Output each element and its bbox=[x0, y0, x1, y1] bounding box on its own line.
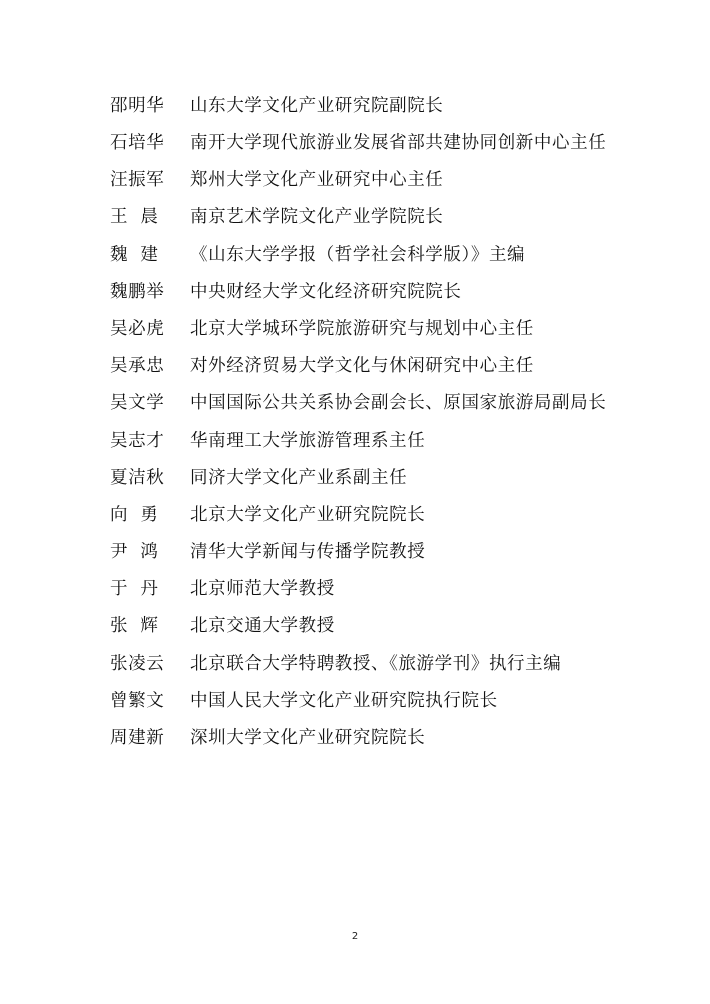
member-title: 华南理工大学旅游管理系主任 bbox=[190, 430, 426, 451]
member-title: 清华大学新闻与传播学院教授 bbox=[190, 542, 426, 563]
member-name: 吴志才 bbox=[110, 430, 165, 451]
member-title: 郑州大学文化产业研究中心主任 bbox=[190, 170, 444, 191]
member-title: 对外经济贸易大学文化与休闲研究中心主任 bbox=[190, 356, 534, 377]
page-number: 2 bbox=[351, 931, 359, 942]
member-list bbox=[110, 88, 630, 757]
member-title: 北京大学文化产业研究院院长 bbox=[190, 504, 426, 525]
member-name: 邵明华 bbox=[110, 95, 165, 116]
member-name: 张凌云 bbox=[110, 653, 165, 674]
list-item bbox=[110, 274, 630, 311]
member-name: 吴文学 bbox=[110, 393, 165, 414]
list-item bbox=[110, 423, 630, 460]
list-item bbox=[110, 460, 630, 497]
list-item bbox=[110, 609, 630, 646]
member-title: 山东大学文化产业研究院副院长 bbox=[190, 95, 444, 116]
list-item bbox=[110, 88, 630, 125]
member-name: 向 勇 bbox=[110, 504, 159, 525]
member-name: 曾繁文 bbox=[110, 690, 165, 711]
member-title: 《山东大学学报（哲学社会科学版）》主编 bbox=[190, 244, 526, 265]
list-item bbox=[110, 534, 630, 571]
member-name: 尹 鸿 bbox=[110, 542, 159, 563]
member-name: 石培华 bbox=[110, 133, 165, 154]
list-item bbox=[110, 497, 630, 534]
member-title: 北京交通大学教授 bbox=[190, 616, 335, 637]
member-title: 同济大学文化产业系副主任 bbox=[190, 467, 408, 488]
list-item bbox=[110, 311, 630, 348]
list-item bbox=[110, 348, 630, 385]
member-title: 深圳大学文化产业研究院院长 bbox=[190, 728, 426, 749]
member-title: 南京艺术学院文化产业学院院长 bbox=[190, 207, 444, 228]
member-title: 北京联合大学特聘教授、《旅游学刊》执行主编 bbox=[190, 653, 562, 674]
member-title: 北京大学城环学院旅游研究与规划中心主任 bbox=[190, 318, 534, 339]
member-name: 周建新 bbox=[110, 728, 165, 749]
member-name: 夏洁秋 bbox=[110, 467, 165, 488]
list-item bbox=[110, 162, 630, 199]
member-name: 吴承忠 bbox=[110, 356, 165, 377]
member-name: 张 辉 bbox=[110, 616, 159, 637]
member-name: 魏 建 bbox=[110, 244, 159, 265]
member-name: 魏鹏举 bbox=[110, 281, 165, 302]
list-item bbox=[110, 571, 630, 608]
member-name: 王 晨 bbox=[110, 207, 159, 228]
member-title: 南开大学现代旅游业发展省部共建协同创新中心主任 bbox=[190, 133, 607, 154]
member-title: 中央财经大学文化经济研究院院长 bbox=[190, 281, 462, 302]
list-item bbox=[110, 386, 630, 423]
member-title: 北京师范大学教授 bbox=[190, 579, 335, 600]
list-item bbox=[110, 646, 630, 683]
list-item bbox=[110, 200, 630, 237]
list-item bbox=[110, 237, 630, 274]
member-title: 中国人民大学文化产业研究院执行院长 bbox=[190, 690, 498, 711]
list-item bbox=[110, 683, 630, 720]
list-item bbox=[110, 720, 630, 757]
member-name: 汪振军 bbox=[110, 170, 165, 191]
member-name: 于 丹 bbox=[110, 579, 159, 600]
member-title: 中国国际公共关系协会副会长、原国家旅游局副局长 bbox=[190, 393, 607, 414]
member-name: 吴必虎 bbox=[110, 318, 165, 339]
list-item bbox=[110, 125, 630, 162]
